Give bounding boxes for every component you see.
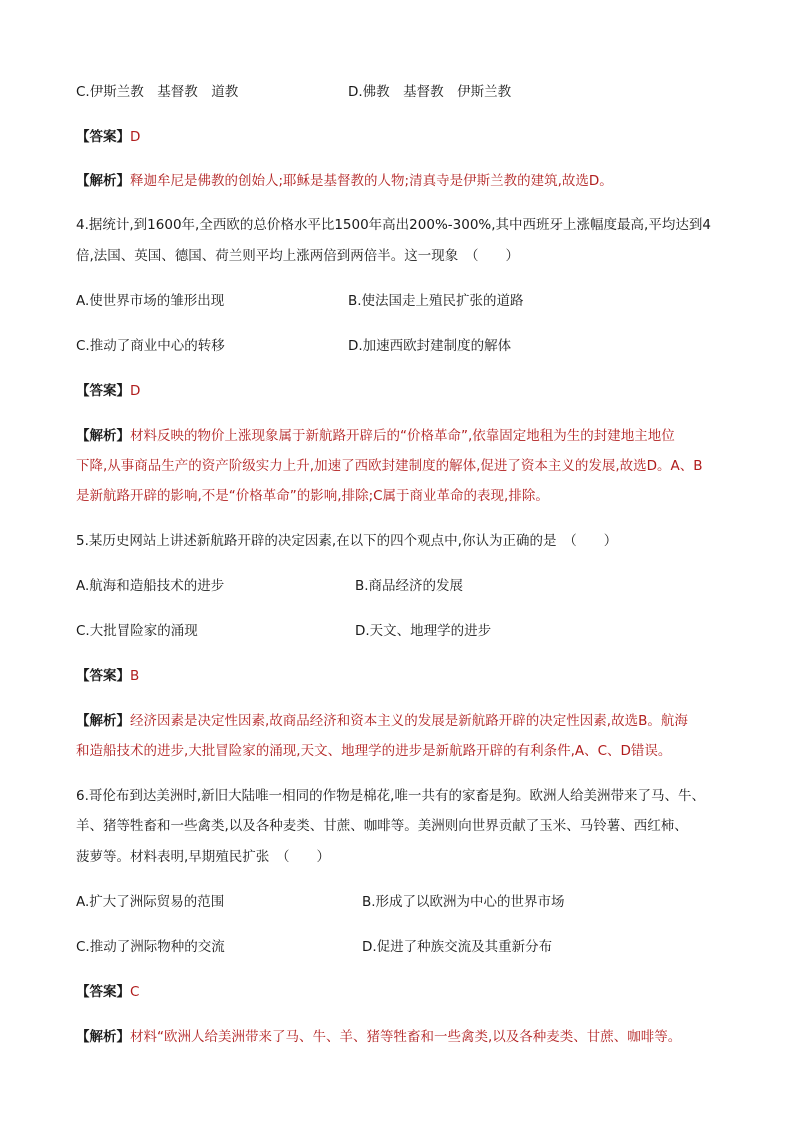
q6-option-c: C.推动了洲际物种的交流 [76,939,225,955]
q5-analysis-line1 [76,711,688,731]
answer-label: 【答案】 [76,383,130,399]
q5-option-c: C.大批冒险家的涌现 [76,623,198,639]
q3-option-d: D.佛教 基督教 伊斯兰教 [348,84,512,100]
q5-answer [76,666,139,686]
answer-label: 【答案】 [76,668,130,684]
q4-analysis-line3: 是新航路开辟的影响,不是“价格革命”的影响,排除;C属于商业革命的表现,排除。 [76,488,549,504]
analysis-text: 材料反映的物价上涨现象属于新航路开辟后的“价格革命”,依靠固定地租为生的封建地主地位 [130,428,675,444]
q3-option-c: C.伊斯兰教 基督教 道教 [76,84,239,100]
q4-stem-line2: 倍,法国、英国、德国、荷兰则平均上涨两倍到两倍半。这一现象 （ ） [76,248,520,264]
q4-option-d: D.加速西欧封建制度的解体 [348,338,512,354]
q4-analysis-line2: 下降,从事商品生产的资产阶级实力上升,加速了西欧封建制度的解体,促进了资本主义的发展,故选D。A、B [76,458,703,474]
q4-option-a: A.使世界市场的雏形出现 [76,293,225,309]
answer-value: D [130,129,141,145]
q6-option-d: D.促进了种族交流及其重新分布 [362,939,553,955]
q3-analysis [76,171,613,191]
analysis-text: 经济因素是决定性因素,故商品经济和资本主义的发展是新航路开辟的决定性因素,故选B。航海 [130,713,688,729]
analysis-label: 【解析】 [76,1029,130,1045]
q6-stem-line3: 菠萝等。材料表明,早期殖民扩张 （ ） [76,849,331,865]
answer-label: 【答案】 [76,984,130,1000]
q4-stem-line1: 4.据统计,到1600年,全西欧的总价格水平比1500年高出200%-300%,其中西班牙上涨幅度最高,平均达到4 [76,217,711,233]
q5-option-d: D.天文、地理学的进步 [355,623,492,639]
q5-analysis-line2: 和造船技术的进步,大批冒险家的涌现,天文、地理学的进步是新航路开辟的有利条件,A、C、D错误。 [76,743,672,759]
q4-analysis-line1 [76,426,675,446]
q5-option-a: A.航海和造船技术的进步 [76,578,225,594]
q6-option-b: B.形成了以欧洲为中心的世界市场 [362,894,565,910]
q6-stem-line2: 羊、猪等牲畜和一些禽类,以及各种麦类、甘蔗、咖啡等。美洲则向世界贡献了玉米、马铃薯、西红柿、 [76,818,688,834]
q5-stem: 5.某历史网站上讲述新航路开辟的决定因素,在以下的四个观点中,你认为正确的是 （ ） [76,533,618,549]
q6-answer [76,982,139,1002]
answer-value: C [130,984,140,1000]
analysis-label: 【解析】 [76,173,130,189]
q4-answer [76,381,140,401]
q3-answer [76,127,140,147]
analysis-label: 【解析】 [76,428,130,444]
q6-stem-line1: 6.哥伦布到达美洲时,新旧大陆唯一相同的作物是棉花,唯一共有的家畜是狗。欧洲人给美洲带来了马、牛、 [76,788,705,804]
q4-option-b: B.使法国走上殖民扩张的道路 [348,293,524,309]
q6-option-a: A.扩大了洲际贸易的范围 [76,894,225,910]
analysis-text: 材料“欧洲人给美洲带来了马、牛、羊、猪等牲畜和一些禽类,以及各种麦类、甘蔗、咖啡等。 [130,1029,682,1045]
answer-value: B [130,668,140,684]
answer-label: 【答案】 [76,129,130,145]
analysis-label: 【解析】 [76,713,130,729]
q4-option-c: C.推动了商业中心的转移 [76,338,225,354]
q5-option-b: B.商品经济的发展 [355,578,464,594]
analysis-text: 释迦牟尼是佛教的创始人;耶稣是基督教的人物;清真寺是伊斯兰教的建筑,故选D。 [130,173,613,189]
answer-value: D [130,383,141,399]
q6-analysis-line1 [76,1027,681,1047]
